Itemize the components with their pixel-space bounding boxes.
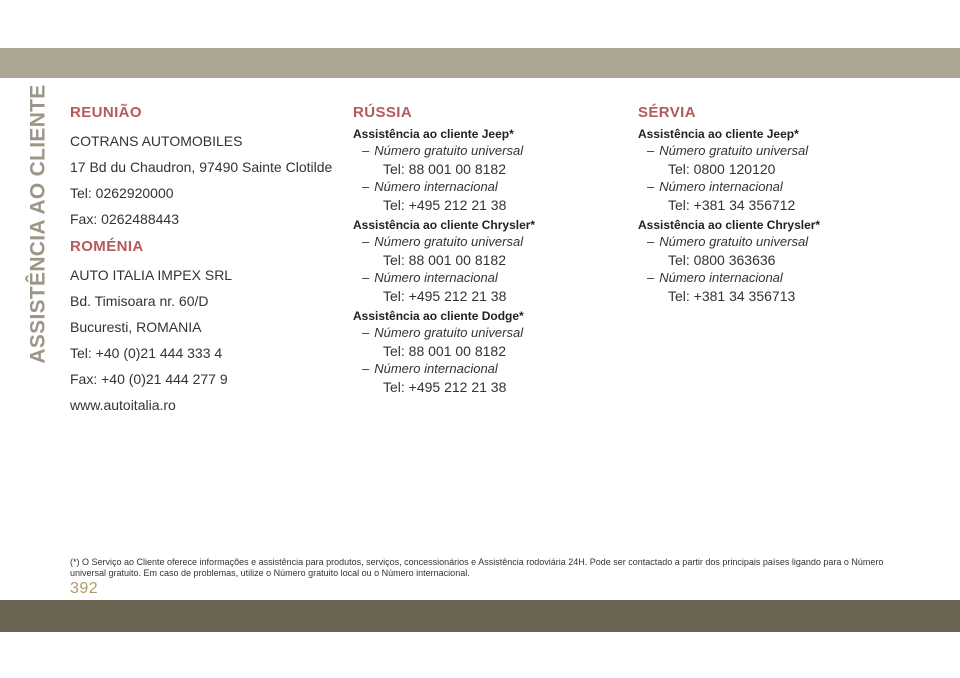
reuniao-line: COTRANS AUTOMOBILES bbox=[70, 133, 243, 149]
phone-number: Tel: +381 34 356712 bbox=[668, 197, 796, 213]
phone-number: Tel: 88 001 00 8182 bbox=[383, 343, 506, 359]
contact-item bbox=[353, 360, 623, 396]
heading-romenia: ROMÉNIA bbox=[70, 238, 144, 255]
top-band bbox=[0, 48, 960, 78]
item-label: Número internacional bbox=[374, 270, 498, 285]
footnote: (*) O Serviço ao Cliente oferece informações e assistência para produtos, serviços, concessionários e Assistência rodoviária 24H. Pode ser contactado a partir dos principais países ligando para o Número universal gratuito. Em caso de problemas, utilize o Número gratuito local ou o Número internacional. bbox=[70, 557, 884, 578]
contact-item bbox=[638, 142, 918, 178]
contact-item bbox=[353, 324, 623, 360]
section-side-title bbox=[24, 84, 54, 364]
reuniao-line: Tel: 0262920000 bbox=[70, 185, 174, 201]
dash: – bbox=[362, 325, 370, 340]
romenia-line: Fax: +40 (0)21 444 277 9 bbox=[70, 371, 228, 387]
dash: – bbox=[647, 270, 655, 285]
romenia-line: Tel: +40 (0)21 444 333 4 bbox=[70, 345, 223, 361]
heading-russia: RÚSSIA bbox=[353, 104, 413, 121]
dash: – bbox=[647, 234, 655, 249]
bottom-band bbox=[0, 600, 960, 632]
block-title: Assistência ao cliente Dodge* bbox=[353, 309, 524, 323]
contact-block bbox=[638, 218, 918, 305]
contact-item bbox=[638, 269, 918, 305]
column-russia bbox=[353, 103, 623, 400]
romenia-website-link[interactable]: www.autoitalia.ro bbox=[70, 397, 176, 413]
side-title-text: ASSISTÊNCIA AO CLIENTE bbox=[27, 84, 51, 364]
contact-item bbox=[353, 142, 623, 178]
contact-block bbox=[353, 218, 623, 305]
item-label: Número gratuito universal bbox=[374, 325, 524, 340]
column-servia bbox=[638, 103, 918, 309]
phone-number: Tel: +495 212 21 38 bbox=[383, 288, 507, 304]
reuniao-line: Fax: 0262488443 bbox=[70, 211, 179, 227]
romenia-line: Bucuresti, ROMANIA bbox=[70, 319, 202, 335]
item-label: Número gratuito universal bbox=[374, 234, 524, 249]
item-label: Número internacional bbox=[374, 179, 498, 194]
block-title: Assistência ao cliente Chrysler* bbox=[353, 218, 536, 232]
dash: – bbox=[362, 179, 370, 194]
block-title: Assistência ao cliente Jeep* bbox=[638, 127, 799, 141]
dash: – bbox=[362, 234, 370, 249]
contact-block bbox=[638, 127, 918, 214]
item-label: Número gratuito universal bbox=[659, 143, 809, 158]
dash: – bbox=[647, 143, 655, 158]
item-label: Número internacional bbox=[659, 270, 783, 285]
phone-number: Tel: 0800 363636 bbox=[668, 252, 776, 268]
phone-number: Tel: 88 001 00 8182 bbox=[383, 252, 506, 268]
reuniao-line: 17 Bd du Chaudron, 97490 Sainte Clotilde bbox=[70, 159, 333, 175]
heading-servia: SÉRVIA bbox=[638, 104, 696, 121]
item-label: Número gratuito universal bbox=[659, 234, 809, 249]
item-label: Número gratuito universal bbox=[374, 143, 524, 158]
romenia-line: Bd. Timisoara nr. 60/D bbox=[70, 293, 209, 309]
heading-reuniao: REUNIÃO bbox=[70, 104, 142, 121]
dash: – bbox=[362, 143, 370, 158]
contact-item bbox=[638, 233, 918, 269]
phone-number: Tel: 88 001 00 8182 bbox=[383, 161, 506, 177]
dash: – bbox=[362, 270, 370, 285]
romenia-line: AUTO ITALIA IMPEX SRL bbox=[70, 267, 233, 283]
phone-number: Tel: +495 212 21 38 bbox=[383, 379, 507, 395]
item-label: Número internacional bbox=[374, 361, 498, 376]
dash: – bbox=[647, 179, 655, 194]
contact-item bbox=[353, 269, 623, 305]
block-title: Assistência ao cliente Chrysler* bbox=[638, 218, 821, 232]
dash: – bbox=[362, 361, 370, 376]
column-reuniao-romenia bbox=[70, 103, 340, 423]
contact-item bbox=[638, 178, 918, 214]
block-title: Assistência ao cliente Jeep* bbox=[353, 127, 514, 141]
contact-item bbox=[353, 178, 623, 214]
phone-number: Tel: +495 212 21 38 bbox=[383, 197, 507, 213]
contact-block bbox=[353, 127, 623, 214]
phone-number: Tel: 0800 120120 bbox=[668, 161, 776, 177]
contact-block bbox=[353, 309, 623, 396]
page-number: 392 bbox=[70, 580, 99, 597]
contact-item bbox=[353, 233, 623, 269]
phone-number: Tel: +381 34 356713 bbox=[668, 288, 796, 304]
item-label: Número internacional bbox=[659, 179, 783, 194]
